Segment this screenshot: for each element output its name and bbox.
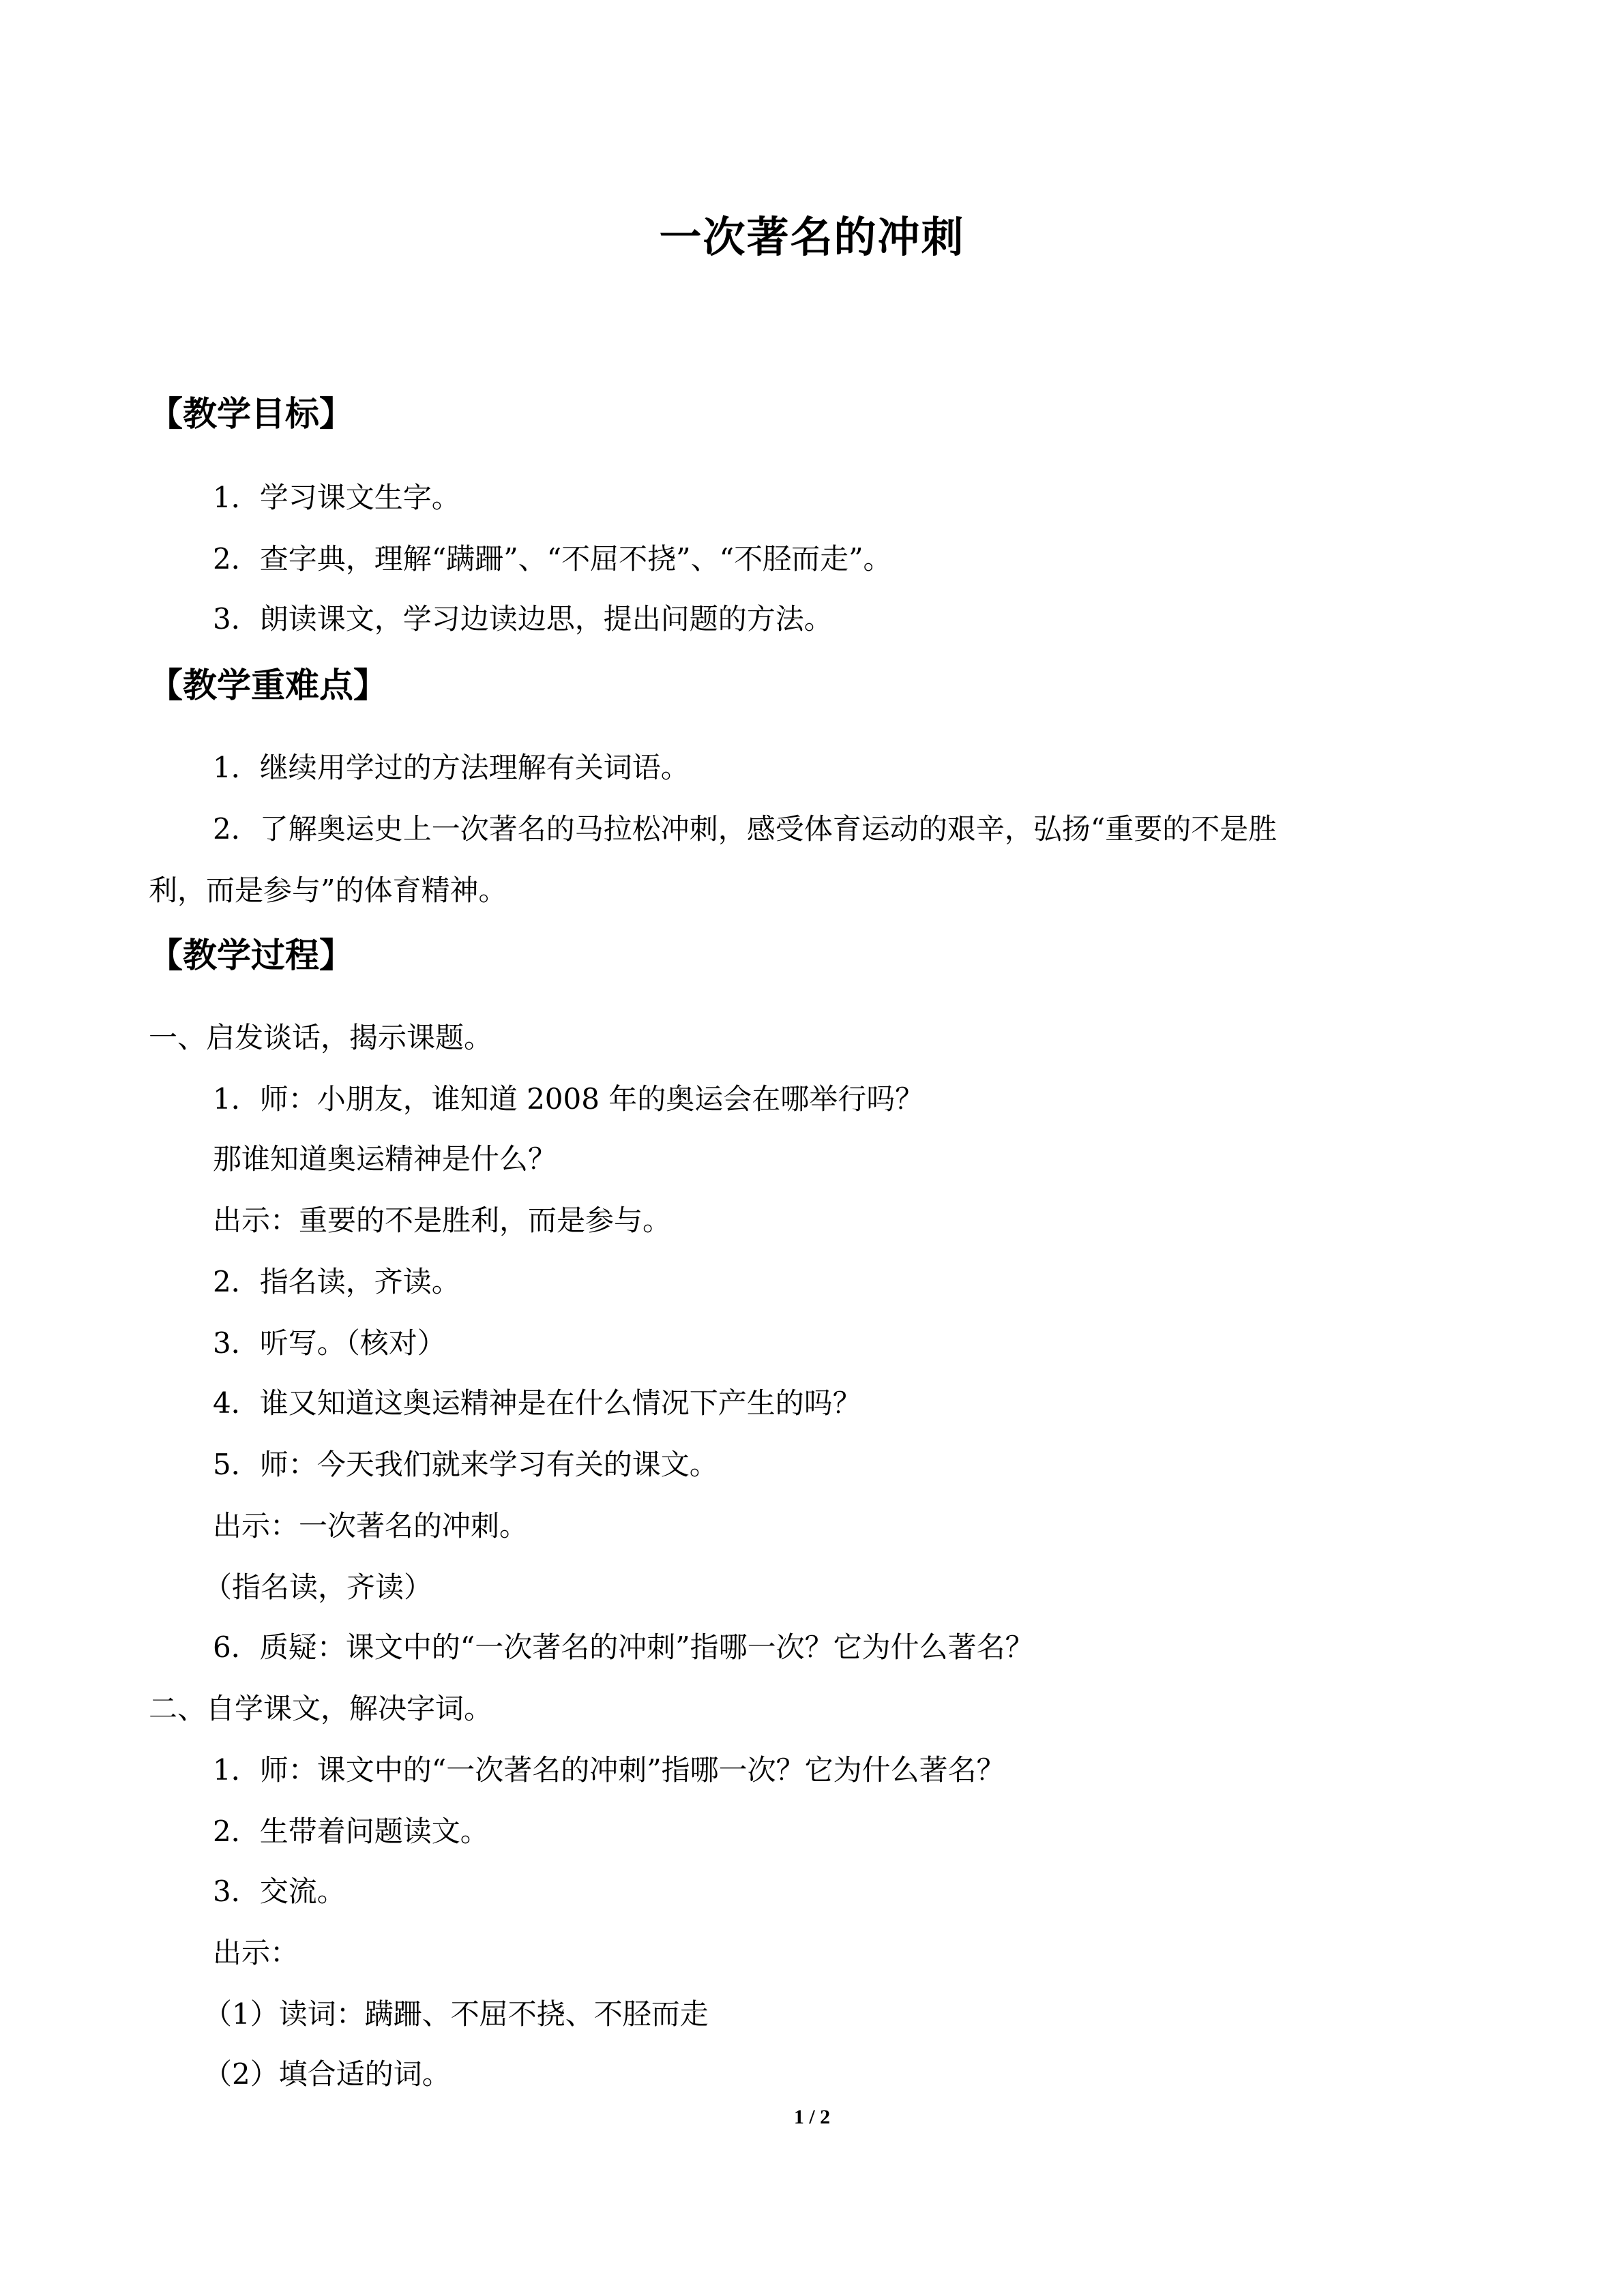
process-part1-line: 那谁知道奥运精神是什么？ bbox=[213, 1142, 557, 1176]
process-part1-line: 出示：一次著名的冲刺。 bbox=[213, 1509, 529, 1542]
process-part1-line: 3．听写。（核对） bbox=[213, 1326, 446, 1360]
process-part1-line: 1．师：小朋友，谁知道 2008 年的奥运会在哪举行吗？ bbox=[213, 1082, 924, 1116]
key-point-item-2-cont: 利，而是参与”的体育精神。 bbox=[149, 874, 507, 907]
process-part2-title: 二、自学课文，解决字词。 bbox=[149, 1692, 493, 1725]
process-part1-line: 4．谁又知道这奥运精神是在什么情况下产生的吗？ bbox=[213, 1386, 861, 1420]
goal-item-1: 1．学习课文生字。 bbox=[213, 481, 460, 514]
process-part2-line: 1．师：课文中的“一次著名的冲刺”指哪一次？它为什么著名？ bbox=[213, 1753, 1005, 1787]
process-part2-line: 出示： bbox=[213, 1936, 299, 1969]
key-point-item-2: 2．了解奥运史上一次著名的马拉松冲刺，感受体育运动的艰辛，弘扬“重要的不是胜 bbox=[213, 812, 1278, 846]
document-title: 一次著名的冲刺 bbox=[659, 212, 965, 262]
heading-process: 【教学过程】 bbox=[149, 936, 353, 975]
heading-goals: 【教学目标】 bbox=[149, 394, 353, 434]
process-part2-line: 2．生带着问题读文。 bbox=[213, 1815, 489, 1848]
process-part2-line: （2）填合适的词。 bbox=[203, 2057, 451, 2091]
process-part1-line: （指名读，齐读） bbox=[203, 1570, 433, 1604]
process-part1-line: 出示：重要的不是胜利，而是参与。 bbox=[213, 1204, 672, 1237]
process-part2-line: （1）读词：蹒跚、不屈不挠、不胫而走 bbox=[203, 1997, 709, 2031]
process-part1-line: 6．质疑：课文中的“一次著名的冲刺”指哪一次？它为什么著名？ bbox=[213, 1630, 1034, 1664]
process-part2-line: 3．交流。 bbox=[213, 1875, 346, 1908]
key-point-item-1: 1．继续用学过的方法理解有关词语。 bbox=[213, 751, 690, 784]
process-part1-line: 5．师：今天我们就来学习有关的课文。 bbox=[213, 1448, 718, 1481]
goal-item-2: 2．查字典，理解“蹒跚”、“不屈不挠”、“不胫而走”。 bbox=[213, 542, 892, 576]
goal-item-3: 3．朗读课文，学习边读边思，提出问题的方法。 bbox=[213, 602, 833, 636]
heading-key-points: 【教学重难点】 bbox=[149, 666, 387, 705]
page-number: 1 / 2 bbox=[793, 2106, 831, 2128]
process-part1-title: 一、启发谈话，揭示课题。 bbox=[149, 1021, 493, 1054]
process-part1-line: 2．指名读，齐读。 bbox=[213, 1265, 460, 1298]
